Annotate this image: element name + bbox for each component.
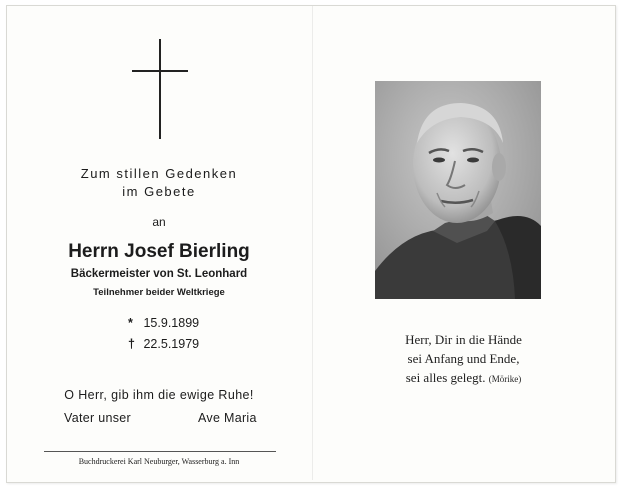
quote-line-3	[313, 368, 614, 389]
ave-maria: Ave Maria	[198, 411, 257, 425]
prayer-line: O Herr, gib ihm die ewige Ruhe!	[64, 388, 254, 402]
vater-unser: Vater unser	[64, 411, 131, 425]
left-panel	[6, 5, 312, 481]
quote-attribution: (Mörike)	[488, 374, 522, 384]
death-date: 22.5.1979	[143, 337, 200, 351]
printer-credit: Buchdruckerei Karl Neuburger, Wasserburg a. Inn	[78, 457, 240, 466]
deceased-name: Herrn Josef Bierling	[68, 241, 250, 262]
life-dates	[128, 313, 199, 355]
quote-line-2: sei Anfang und Ende,	[407, 351, 520, 366]
quote-line-3-text: sei alles gelegt.	[405, 370, 486, 385]
cross-icon	[132, 39, 188, 139]
quote-block	[313, 330, 614, 389]
birth-date: 15.9.1899	[143, 316, 200, 330]
memorial-line-2: im Gebete	[122, 184, 196, 199]
memorial-heading	[6, 165, 312, 201]
divider	[44, 451, 276, 452]
birth-row	[128, 313, 199, 334]
birth-star-icon: *	[128, 316, 133, 330]
portrait-photo	[375, 81, 541, 299]
death-row	[128, 334, 199, 355]
right-panel	[313, 5, 614, 481]
memorial-line-1: Zum stillen Gedenken	[80, 166, 238, 181]
veteran-note: Teilnehmer beider Weltkriege	[93, 287, 225, 298]
occupation: Bäckermeister von St. Leonhard	[70, 268, 248, 280]
an-text: an	[152, 215, 166, 229]
quote-line-1: Herr, Dir in die Hände	[405, 332, 522, 347]
death-dagger-icon: †	[128, 337, 135, 351]
